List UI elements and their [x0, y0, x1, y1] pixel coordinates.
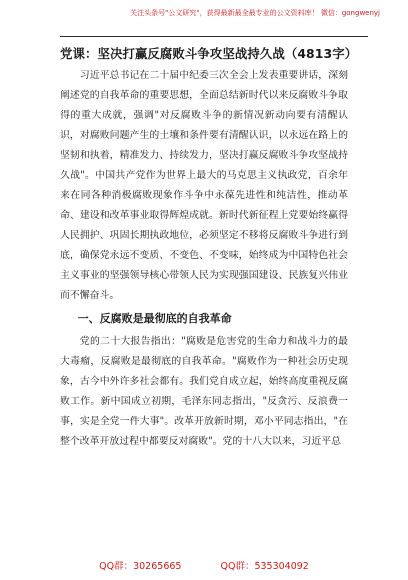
header-divider [60, 36, 368, 37]
section-heading: 一、反腐败是最彻底的自我革命 [77, 312, 232, 325]
section-paragraph: 党的二十大报告指出："腐败是危害党的生命力和战斗力的最大毒瘤，反腐败是最彻底的自我革命。"腐败作为一种社会历史现象，古今中外许多社会都有。我们党自成立起，始终高度重视反腐败工作。新中国成立初期，毛泽东同志指出，"反贪污、反浪费一事，实是全党一件大事"。改革开放新时期，邓小平同志指出，"在整个改革开放过程中都要反对腐败"。党的十八大以来，习近平总 [60, 336, 348, 447]
footer [0, 558, 408, 572]
qq-group-2: QQ群：535304092 [220, 561, 309, 572]
promo-banner: 关注头条号"公文研究"，获得最新最全最专业的公文资料库！ 微信：gongwenyj [130, 9, 380, 17]
qq-group-1: QQ群：30265665 [99, 561, 182, 572]
intro-paragraph: 习近平总书记在二十届中纪委三次全会上发表重要讲话，深刻阐述党的自我革命的重要思想，全面总结新时代以来反腐败斗争取得的重大成就，强调"对反腐败斗争的新情况新动向要有清醒认识，对腐败问题产生的土壤和条件要有清醒认识，以永远在路上的坚韧和执着，精准发力、持续发力，坚决打赢反腐败斗争攻坚战持久战"。中国共产党作为世界上最大的马克思主义执政党，百余年来在同各种消极腐败现象作斗争中永葆先进性和纯洁性，推动革命、建设和改革事业取得辉煌成就。新时代新征程上党要始终赢得人民拥护、巩固长期执政地位，必须坚定不移将反腐败斗争进行到底，确保党永远不变质、不变色、不变味，始终成为中国特色社会主义事业的坚强领导核心带领人民为实现强国建设、民族复兴伟业而不懈奋斗。 [60, 70, 348, 301]
document-body [60, 44, 358, 452]
document-title: 党课：坚决打赢反腐败斗争攻坚战持久战（4813字） [60, 46, 358, 61]
top-header [0, 0, 408, 36]
